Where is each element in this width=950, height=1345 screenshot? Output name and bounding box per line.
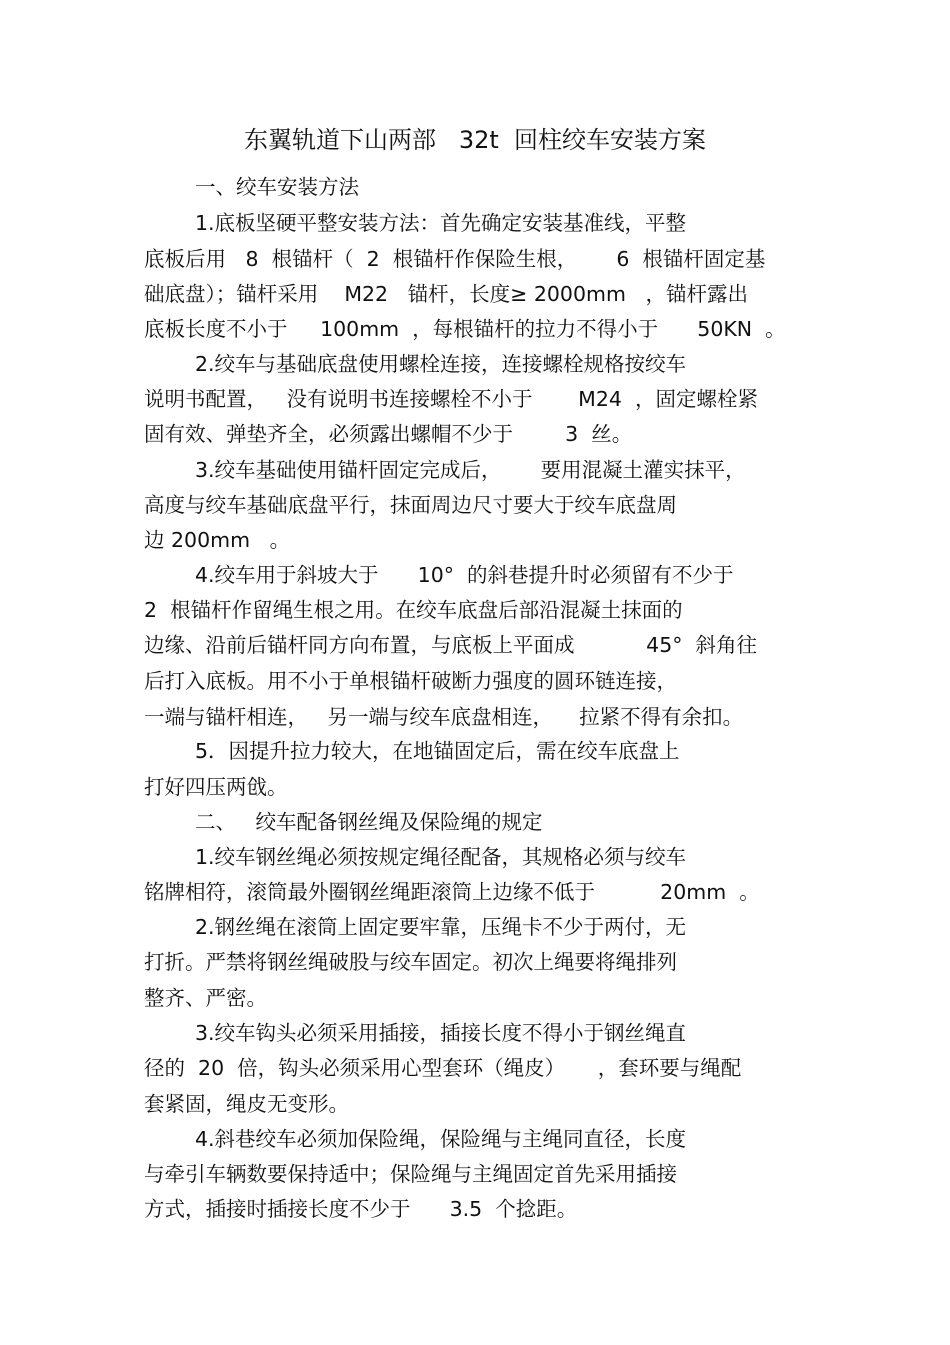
paragraph-line: 5．因提升拉力较大，在地锚固定后，需在绞车底盘上 bbox=[195, 739, 680, 763]
paragraph-line: 方式，插接时插接长度不少于 3.5 个捻距。 bbox=[144, 1197, 578, 1221]
paragraph-line: 底板后用 8 根锚杆（ 2 根锚杆作保险生根， 6 根锚杆固定基 bbox=[144, 247, 766, 271]
paragraph-line: 1.底板坚硬平整安装方法：首先确定安装基准线，平整 bbox=[195, 211, 687, 235]
paragraph-line: 高度与绞车基础底盘平行，抹面周边尺寸要大于绞车底盘周 bbox=[144, 493, 677, 517]
paragraph-line: 3.绞车钩头必须采用插接，插接长度不得小于钢丝绳直 bbox=[195, 1021, 687, 1045]
paragraph-line: 打好四压两戗。 bbox=[144, 775, 288, 799]
paragraph-line: 底板长度不小于 100mm ，每根锚杆的拉力不得小于 50KN 。 bbox=[144, 317, 786, 341]
section-heading-2: 二、 绞车配备钢丝绳及保险绳的规定 bbox=[195, 810, 543, 834]
paragraph-line: 3.绞车基础使用锚杆固定完成后， 要用混凝土灌实抹平， bbox=[195, 458, 746, 482]
paragraph-line: 2.绞车与基础底盘使用螺栓连接，连接螺栓规格按绞车 bbox=[195, 352, 687, 376]
paragraph-line: 边 200mm 。 bbox=[144, 528, 291, 552]
paragraph-line: 础底盘）；锚杆采用 M22 锚杆，长度≥ 2000mm ，锚杆露出 bbox=[144, 282, 748, 306]
paragraph-line: 说明书配置， 没有说明书连接螺栓不小于 M24 ，固定螺栓紧 bbox=[144, 387, 758, 411]
paragraph-line: 后打入底板。用不小于单根锚杆破断力强度的圆环链连接， bbox=[144, 669, 677, 693]
paragraph-line: 2.钢丝绳在滚筒上固定要牢靠，压绳卡不少于两付，无 bbox=[195, 915, 687, 939]
paragraph-line: 打折。严禁将钢丝绳破股与绞车固定。初次上绳要将绳排列 bbox=[144, 950, 677, 974]
paragraph-line: 1.绞车钢丝绳必须按规定绳径配备，其规格必须与绞车 bbox=[195, 845, 687, 869]
paragraph-line: 边缘、沿前后锚杆同方向布置，与底板上平面成 45° 斜角往 bbox=[144, 633, 758, 657]
paragraph-line: 4.斜巷绞车必须加保险绳，保险绳与主绳同直径，长度 bbox=[195, 1127, 687, 1151]
paragraph-line: 2 根锚杆作留绳生根之用。在绞车底盘后部沿混凝土抹面的 bbox=[144, 598, 683, 622]
paragraph-line: 径的 20 倍，钩头必须采用心型套环（绳皮） ，套环要与绳配 bbox=[144, 1056, 742, 1080]
paragraph-line: 整齐、严密。 bbox=[144, 986, 267, 1010]
paragraph-line: 4.绞车用于斜坡大于 10° 的斜巷提升时必须留有不少于 bbox=[195, 563, 734, 587]
paragraph-line: 与牵引车辆数要保持适中；保险绳与主绳固定首先采用插接 bbox=[144, 1162, 677, 1186]
paragraph-line: 铭牌相符，滚筒最外圈钢丝绳距滚筒上边缘不低于 20mm 。 bbox=[144, 880, 760, 904]
paragraph-line: 固有效、弹垫齐全，必须露出螺帽不少于 3 丝。 bbox=[144, 422, 633, 446]
document-title: 东翼轨道下山两部 32t 回柱绞车安装方案 bbox=[243, 126, 707, 154]
section-heading-1: 一、绞车安装方法 bbox=[195, 175, 359, 199]
paragraph-line: 一端与锚杆相连， 另一端与绞车底盘相连， 拉紧不得有余扣。 bbox=[144, 705, 744, 729]
paragraph-line: 套紧固，绳皮无变形。 bbox=[144, 1092, 349, 1116]
